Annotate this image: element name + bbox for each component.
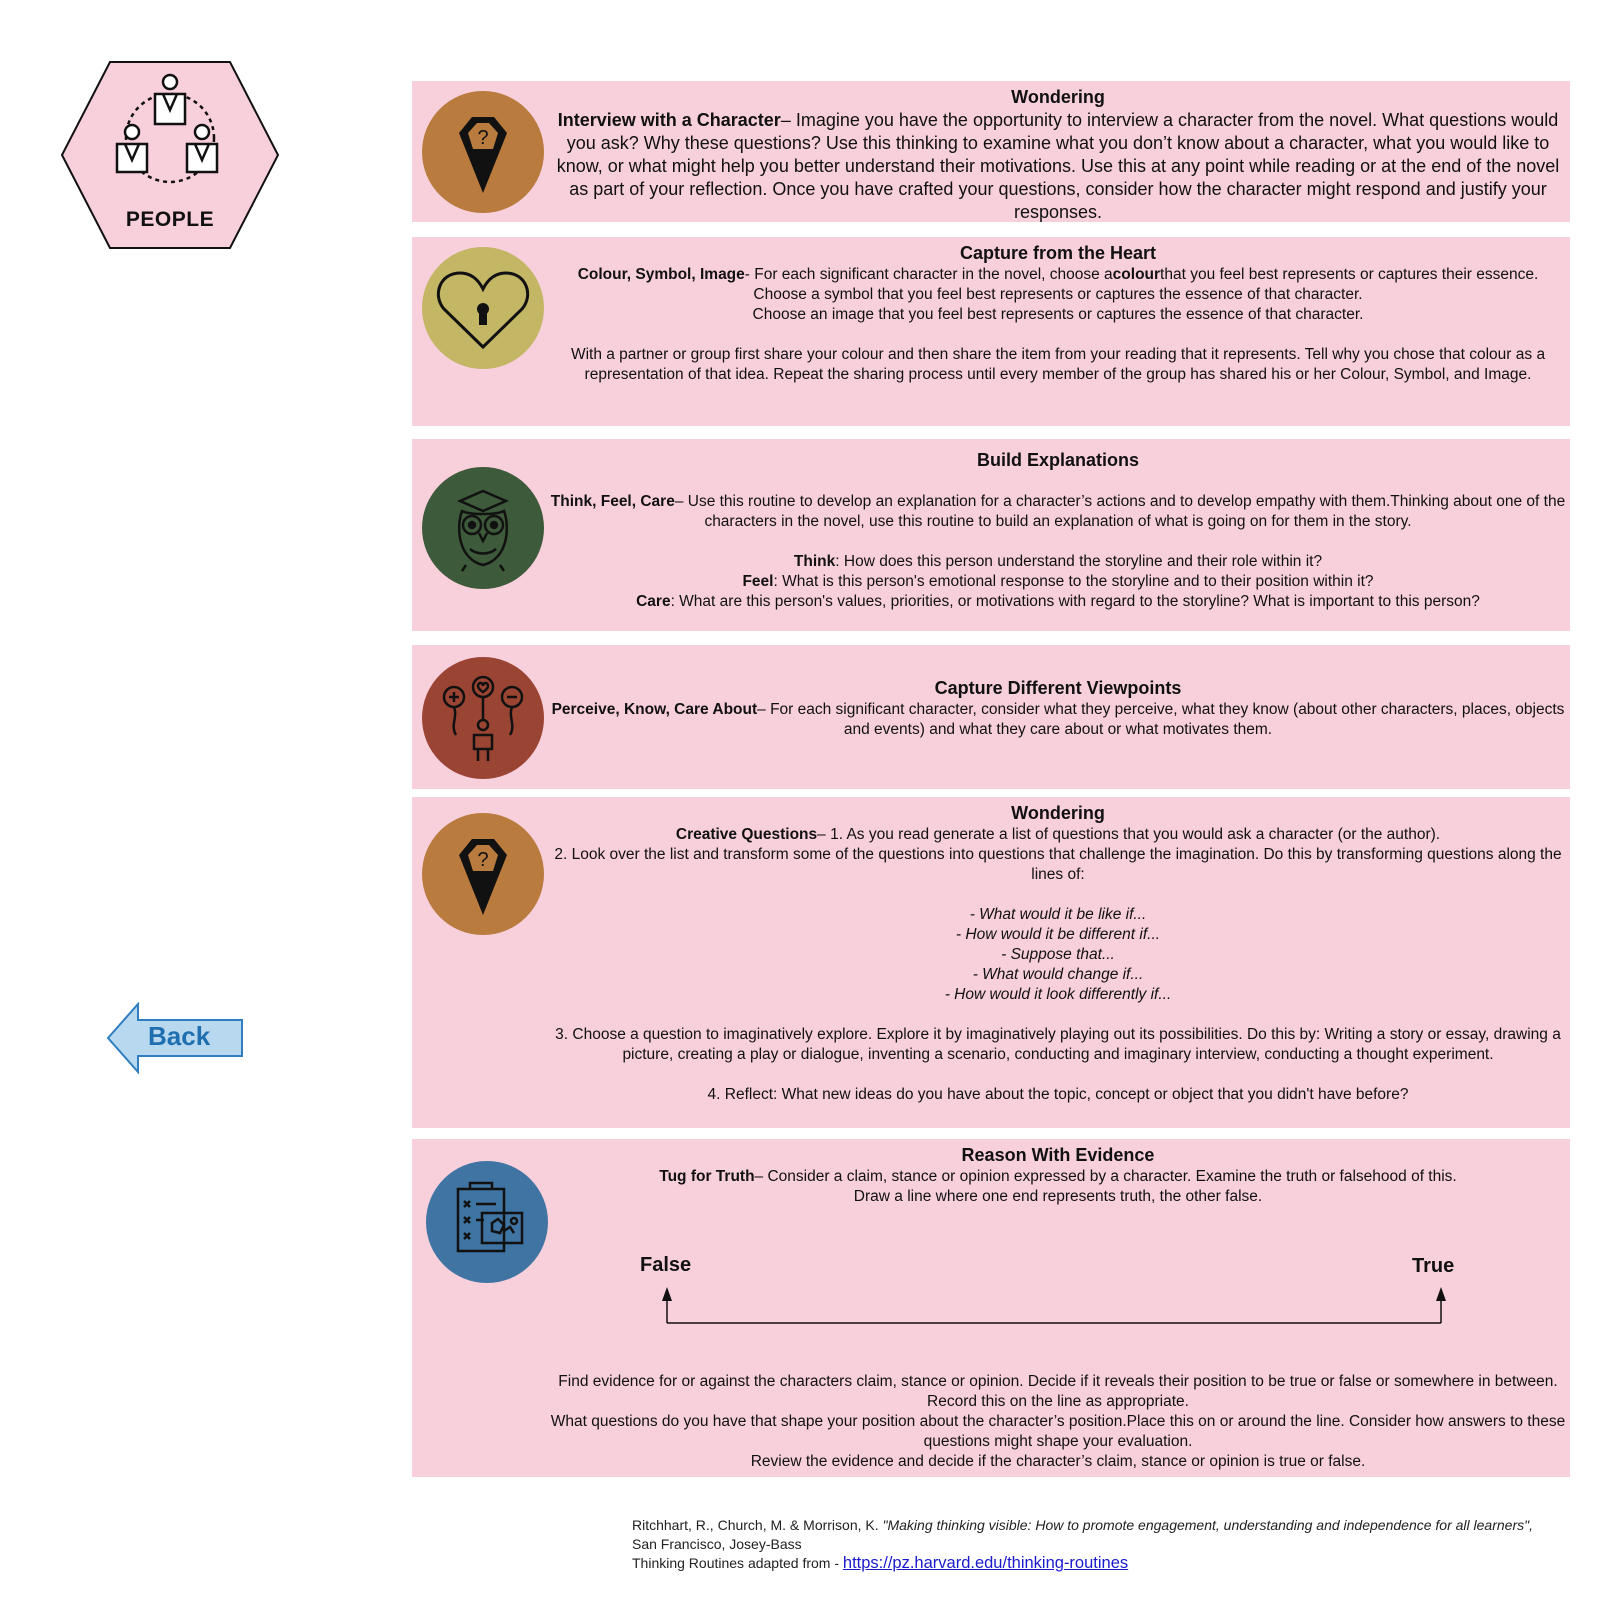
routine-name: Tug for Truth: [659, 1168, 755, 1185]
think-label: Think: [793, 553, 836, 570]
question-pin-icon: [422, 813, 544, 935]
care-label: Care: [636, 593, 671, 610]
routine-name: Think, Feel, Care: [550, 493, 675, 510]
card-title: Wondering: [1011, 87, 1105, 107]
heart-lock-icon: [422, 247, 544, 369]
routine-card-explanations: [412, 439, 1570, 631]
arrow-up-icon: [1436, 1287, 1446, 1301]
routine-description: - For each significant character in the novel, choose a: [744, 266, 1113, 283]
routine-description: – Consider a claim, stance or opinion expressed by a character. Examine the truth or falsehood of this.: [754, 1168, 1457, 1185]
routine-card-creative-questions: [412, 797, 1570, 1128]
feel-text: : What is this person's emotional response to the storyline and to their position within it?: [773, 573, 1374, 590]
person-balloons-icon: [422, 657, 544, 779]
ref-publisher: San Francisco, Josey-Bass: [632, 1536, 802, 1552]
card-title: Reason With Evidence: [961, 1145, 1155, 1165]
back-button-label[interactable]: Back: [148, 1021, 211, 1051]
step-4: 4. Reflect: What new ideas do you have about the topic, concept or object that you didn't have before?: [707, 1086, 1409, 1103]
card-title: Capture from the Heart: [959, 243, 1157, 263]
routine-description: – Imagine you have the opportunity to interview a character from the novel. What questions would you ask? Why these questions? Use this thinking to examine what you don’t know about a character, what you would like to know, or what might help you better understand their motivations. Use this at any point while reading or at the end of the novel as part of your reflection. Once you have crafted your questions, consider how the character might respond and justify your responses.: [556, 110, 1560, 222]
prompt-item: - What would it be like if...: [969, 906, 1147, 923]
routine-card-evidence: [412, 1139, 1570, 1477]
image-line: Choose an image that you feel best represents or captures the essence of that character.: [752, 306, 1364, 323]
thinking-routines-link[interactable]: https://pz.harvard.edu/thinking-routines: [842, 1554, 1129, 1572]
card-title: Wondering: [1011, 803, 1105, 823]
routine-name: Interview with a Character: [557, 110, 781, 130]
routine-description: – For each significant character, consider what they perceive, what they know (about other characters, places, objects and events) and what they care about or what motivates them.: [757, 701, 1565, 738]
references: [632, 1516, 1552, 1573]
prompt-item: - How would it look differently if...: [944, 986, 1172, 1003]
true-label: True: [1412, 1255, 1455, 1277]
step-2: 2. Look over the list and transform some of the questions into questions that challenge the imagination. Do this by transforming questions along the lines of:: [554, 846, 1562, 883]
think-text: : How does this person understand the storyline and their role within it?: [835, 553, 1323, 570]
card-title: Capture Different Viewpoints: [934, 678, 1182, 698]
routine-description-cont: that you feel best represents or captures their essence.: [1160, 266, 1539, 283]
routine-description: – Use this routine to develop an explanation for a character’s actions and to develop empathy with them.Thinking about one of the characters in the novel, use this routine to build an explanation of what is going on for them in the story.: [674, 493, 1566, 530]
routine-card-interview: [412, 81, 1570, 222]
prompt-item: - Suppose that...: [1001, 946, 1115, 963]
evidence-step-1: Find evidence for or against the characters claim, stance or opinion. Decide if it reveals their position to be true or false or somewhere in between. Record this on the line as appropriate.: [558, 1373, 1558, 1410]
owl-graduate-icon: [422, 467, 544, 589]
evidence-step-3: Review the evidence and decide if the character’s claim, stance or opinion is true or false.: [750, 1453, 1366, 1470]
routine-name: Perceive, Know, Care About: [551, 701, 758, 718]
svg-text:?: ?: [477, 849, 489, 871]
routine-name: Colour, Symbol, Image: [577, 266, 745, 283]
care-text: : What are this person's values, priorities, or motivations with regard to the storyline? What is important to this person?: [670, 593, 1480, 610]
prompt-item: - How would it be different if...: [955, 926, 1161, 943]
routine-card-viewpoints: [412, 645, 1570, 789]
symbol-line: Choose a symbol that you feel best represents or captures the essence of that character.: [753, 286, 1363, 303]
colour-word: colour: [1112, 266, 1161, 283]
ref-book-title: "Making thinking visible: How to promote engagement, understanding and independence for all learners",: [882, 1517, 1533, 1533]
ref-adapted: Thinking Routines adapted from -: [632, 1555, 843, 1571]
routine-name: Creative Questions: [675, 826, 818, 843]
sharing-line: With a partner or group first share your colour and then share the item from your reading that it represents. Tell why you chose that colour as a representation of that idea. Repeat the sharing process until every member of the group has shared his or her Colour, Symbol, and Image.: [570, 346, 1546, 383]
step-3: 3. Choose a question to imaginatively explore. Explore it by imaginatively playing out its possibilities. Do this by: Writing a story or essay, drawing a picture, creating a play or dialogue, inventing a scenario, conducting and imaginary interview, conducting a thought experiment.: [555, 1026, 1561, 1063]
false-label: False: [640, 1254, 692, 1276]
evidence-step-2: What questions do you have that shape your position about the character’s position.Place this on or around the line. Consider how answers to these questions might shape your evaluation.: [550, 1413, 1566, 1450]
step-1: – 1. As you read generate a list of questions that you would ask a character (or the author).: [817, 826, 1441, 843]
people-badge-label: PEOPLE: [125, 208, 215, 231]
question-pin-icon: [422, 91, 544, 213]
draw-line-instruction: Draw a line where one end represents truth, the other false.: [853, 1188, 1263, 1205]
card-title: Build Explanations: [976, 450, 1140, 470]
ref-authors: Ritchhart, R., Church, M. & Morrison, K.: [632, 1517, 883, 1533]
arrow-up-icon: [662, 1287, 672, 1301]
prompt-item: - What would change if...: [972, 966, 1144, 983]
svg-text:?: ?: [477, 127, 489, 149]
feel-label: Feel: [742, 573, 774, 590]
routine-card-heart: [412, 237, 1570, 426]
